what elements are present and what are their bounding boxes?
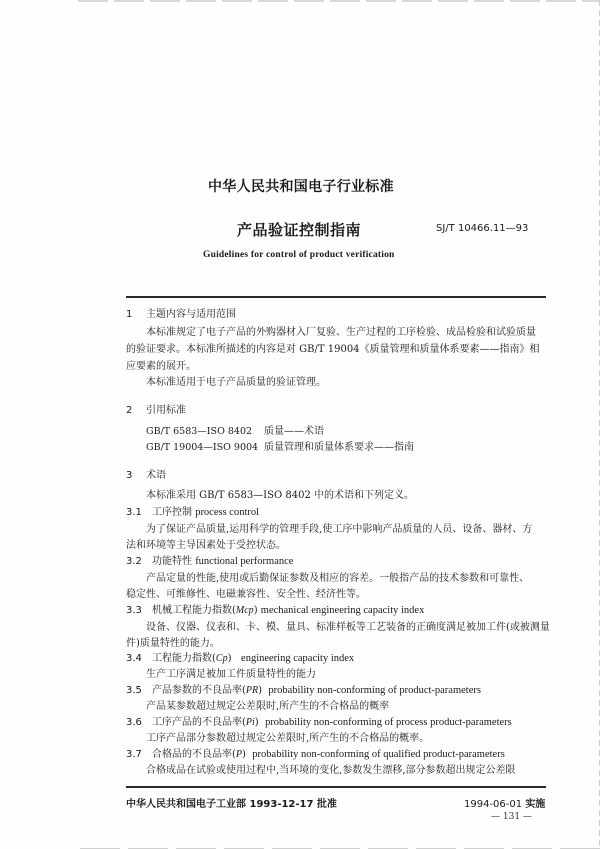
term-definition-line: 工序产品部分参数超过规定公差限时,所产生的不合格品的概率。 xyxy=(146,733,430,744)
term-definition-line: 合格成品在试验或使用过程中,当环境的变化,参数发生漂移,部分参数超出规定公差限 xyxy=(146,765,516,776)
section-title: 术语 xyxy=(146,470,166,481)
term-name-cn: 工序产品的不良品率( xyxy=(152,717,246,728)
reference-title: 质量管理和质量体系要求——指南 xyxy=(264,442,414,453)
section-title: 引用标准 xyxy=(146,405,186,416)
term-symbol-close: ) xyxy=(254,717,259,728)
term-definition-line: 件)质量特性的能力。 xyxy=(126,638,220,649)
term-number: 3.4 xyxy=(126,653,142,664)
section-1-heading xyxy=(126,305,236,320)
reference-item xyxy=(146,441,414,454)
term-definition-line: 法和环境等主导因素处于受控状态。 xyxy=(126,540,286,551)
term-name-cn: 功能特性 xyxy=(152,556,192,567)
term-name-en: probability non-conforming of process product-parameters xyxy=(265,717,512,728)
term-name-en: mechanical engineering capacity index xyxy=(260,605,425,616)
term-number: 3.1 xyxy=(126,507,142,518)
term-number: 3.6 xyxy=(126,717,142,728)
paragraph-line: 的验证要求。本标准所描述的内容是对 GB/T 19004《质量管理和质量体系要素——指南》相 xyxy=(126,344,540,355)
reference-item xyxy=(146,425,324,438)
term-name-cn: 工序控制 xyxy=(152,507,192,518)
term-symbol: Pi xyxy=(245,717,255,728)
term-definition-line: 为了保证产品质量,运用科学的管理手段,使工序中影响产品质量的人员、设备、器材、方 xyxy=(146,524,533,535)
term-3-6-heading xyxy=(126,716,512,729)
reference-code: GB/T 6583—ISO 8402 xyxy=(146,426,253,437)
document-title-english: Guidelines for control of product verification xyxy=(203,250,395,260)
term-number: 3.5 xyxy=(126,685,142,696)
term-symbol-close: ) xyxy=(253,605,258,616)
term-definition-line: 产品定量的性能,使用或后勤保证参数及相应的容差。一般指产品的技术参数和可靠性、 xyxy=(146,573,530,584)
term-symbol-close: ) xyxy=(242,749,246,760)
term-name-en: functional performance xyxy=(195,556,294,567)
term-symbol: Cp xyxy=(215,653,228,664)
term-name-cn: 工程能力指数( xyxy=(152,653,216,664)
effective-date xyxy=(464,795,545,810)
section-3-heading xyxy=(126,466,166,481)
term-number: 3.2 xyxy=(126,556,142,567)
section-number: 3 xyxy=(126,470,133,481)
paragraph-line: 本标准规定了电子产品的外购器材入厂复验、生产过程的工序检验、成品检验和试验质量 xyxy=(146,327,536,338)
term-symbol-close: ) xyxy=(258,685,263,696)
term-name-en: engineering capacity index xyxy=(241,653,355,664)
standard-category: 中华人民共和国电子行业标准 xyxy=(208,179,394,195)
term-name-cn: 产品参数的不良品率( xyxy=(152,685,246,696)
term-name-en: process control xyxy=(195,507,260,518)
footer-divider xyxy=(126,786,546,788)
reference-title: 质量——术语 xyxy=(264,426,324,437)
term-symbol: P xyxy=(235,749,243,760)
term-3-1-heading xyxy=(126,506,259,519)
scan-edge-top xyxy=(78,0,600,2)
term-3-3-heading xyxy=(126,604,424,617)
term-definition-line: 设备、仪器、仪表和、卡、模、量具、标准样板等工艺装备的正确度满足被加工件(或被测量 xyxy=(146,622,550,633)
term-3-2-heading xyxy=(126,555,293,568)
reference-code: GB/T 19004—ISO 9004 xyxy=(146,442,259,453)
term-number: 3.7 xyxy=(126,749,142,760)
section-number: 1 xyxy=(126,309,133,320)
section-2-heading xyxy=(126,401,186,416)
paragraph-line: 本标准适用于电子产品质量的验证管理。 xyxy=(146,377,326,388)
term-definition-line: 生产工序满足被加工件质量特性的能力 xyxy=(146,669,316,680)
term-name-cn: 合格品的不良品率( xyxy=(152,749,236,760)
term-3-5-heading xyxy=(126,684,481,697)
term-3-7-heading xyxy=(126,748,505,761)
effective-date-label: 实施 xyxy=(525,799,546,810)
term-3-4-heading xyxy=(126,652,354,665)
term-name-cn: 机械工程能力指数( xyxy=(152,605,236,616)
document-title: 产品验证控制指南 xyxy=(237,221,362,239)
term-symbol-close: ) xyxy=(227,653,232,664)
effective-date-value: 1994-06-01 xyxy=(464,799,523,810)
header-divider xyxy=(126,296,546,298)
page-number: — 131 — xyxy=(491,812,532,822)
section-number: 2 xyxy=(126,405,133,416)
term-name-en: probability non-conforming of qualified product-parameters xyxy=(252,749,505,760)
paragraph-line: 应要素的展开。 xyxy=(126,361,196,372)
standard-number: SJ/T 10466.11—93 xyxy=(436,223,529,234)
term-symbol: PR xyxy=(245,685,259,696)
term-name-en: probability non-conforming of product-parameters xyxy=(268,685,481,696)
term-definition-line: 产品某参数超过规定公差限时,所产生的不合格品的概率 xyxy=(146,701,390,712)
term-definition-line: 稳定性、可维修性、电磁兼容性、安全性、经济性等。 xyxy=(126,589,366,600)
section-intro: 本标准采用 GB/T 6583—ISO 8402 中的术语和下列定义。 xyxy=(146,490,414,501)
term-symbol: Mcp xyxy=(235,605,254,616)
term-number: 3.3 xyxy=(126,605,142,616)
issuer-approval: 中华人民共和国电子工业部 1993-12-17 批准 xyxy=(126,799,337,810)
section-title: 主题内容与适用范围 xyxy=(146,309,236,320)
